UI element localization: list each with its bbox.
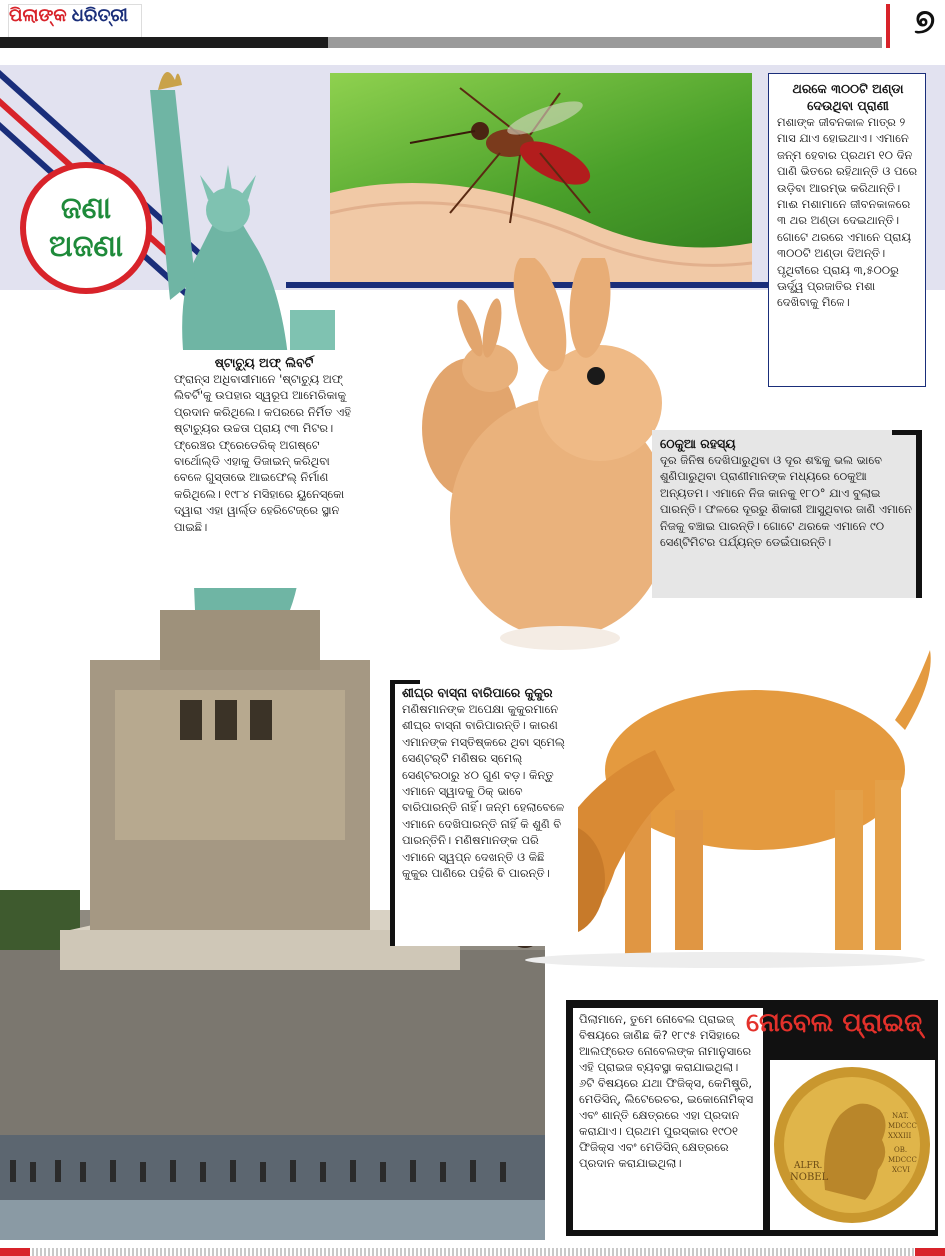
- medal-text-right-5: MDCCC: [888, 1156, 917, 1164]
- medal-text-left-1: ALFR.: [794, 1161, 823, 1171]
- medal-text-right-3: XXXIII: [888, 1132, 912, 1140]
- medal-text-left-2: NOBEL: [790, 1172, 829, 1183]
- rabbits-photo: [410, 258, 690, 653]
- nobel-title: ନୋବେଲ ପ୍ରାଇଜ୍: [746, 1008, 923, 1038]
- header-accent-line: [886, 4, 890, 48]
- medal-text-right-6: XCVI: [892, 1166, 911, 1174]
- dog-box-bracket: [390, 680, 395, 946]
- medal-text-right-4: OB.: [894, 1146, 908, 1154]
- header-bar-grey: [328, 37, 882, 48]
- masthead-logo: [8, 4, 142, 38]
- footer-accent-left: [0, 1248, 30, 1256]
- page-number: ୭: [914, 2, 935, 42]
- rabbit-body: ଦୂର ଜିନିଷ ଦେଖିପାରୁଥିବା ଓ ଦୂର ଶବ୍ଦକୁ ଭଲ ଭାବେ ଶୁଣିପାରୁଥିବା ପ୍ରାଣୀମାନଙ୍କ ମଧ୍ୟରେ ଠେକୁଆ ଅନ୍ୟତମ। ଏମାନେ ନିଜ କାନକୁ ୧୮୦° ଯାଏ ବୁଲାଇ ପାରନ୍ତି। ଫଳରେ ଦୂରରୁ ଶିକାରୀ ଆସୁଥିବାର ଜାଣି ଏମାନେ ନିଜକୁ ବଞ୍ଚାଇ ପାରନ୍ତି। ଗୋଟେ ଥରକେ ଏମାନେ ୯୦ ସେଣ୍ଟିମିଟର ପର୍ଯ୍ୟନ୍ତ ଡେଇଁପାରନ୍ତି।: [660, 453, 912, 550]
- dog-info-box: [390, 680, 578, 946]
- masthead-part1: ପିଲାଙ୍କ: [9, 5, 67, 26]
- dog-box-bracket-top: [390, 680, 420, 684]
- logo-line1: ଜଣା: [60, 191, 112, 226]
- dog-title: ଶୀଘ୍ର ବାସ୍ନା ବାରିପାରେ କୁକୁର: [402, 685, 553, 700]
- footer-bar: [0, 1248, 945, 1256]
- dog-body: ମଣିଷମାନଙ୍କ ଅପେକ୍ଷା କୁକୁରମାନେ ଶୀଘ୍ର ବାସ୍ନା ବାରିପାରନ୍ତି। କାରଣ ଏମାନଙ୍କ ମସ୍ତିଷ୍କରେ ଥିବା ସ୍ମେଲ୍ ସେଣ୍ଟର୍‌ଟି ମଣିଷର ସ୍ମେଲ୍ ସେଣ୍ଟରଠାରୁ ୪୦ ଗୁଣ ବଡ଼। କିନ୍ତୁ ଏମାନେ ସ୍ୱାଦକୁ ଠିକ୍ ଭାବେ ବାରିପାରନ୍ତି ନାହିଁ। ଜନ୍ମ ହେଲାବେଳେ ଏମାନେ ଦେଖିପାରନ୍ତି ନାହିଁ କି ଶୁଣି ବି ପାରନ୍ତିନି। ମଣିଷମାନଙ୍କ ପରି ଏମାନେ ସ୍ୱପ୍ନ ଦେଖନ୍ତି ଓ କିଛି କୁକୁର ପାଣିରେ ପହଁରି ବି ପାରନ୍ତି।: [402, 702, 565, 881]
- footer-accent-right: [915, 1248, 945, 1256]
- masthead-part2: ଧରିତ୍ରୀ: [71, 5, 128, 26]
- mosquito-title-line1: ଥରକେ ୩୦୦ଟି ଅଣ୍ଡା: [792, 81, 904, 96]
- logo-line2: ଅଜଣା: [49, 229, 123, 264]
- statue-title: ଷ୍ଟାଚ୍ୟୁ ଅଫ୍ ଲିବର୍ଟି: [214, 355, 314, 370]
- statue-body: ଫ୍ରାନ୍ସ ଅଧିବାସୀମାନେ 'ଷ୍ଟାଚ୍ୟୁ ଅଫ୍ ଲିବର୍ଟି'କୁ ଉପହାର ସ୍ୱରୂପ ଆମେରିକାକୁ ପ୍ରଦାନ କରିଥିଲେ। କପରରେ ନିର୍ମିତ ଏହି ଷ୍ଟାଚ୍ୟୁର ଉଚ୍ଚତା ପ୍ରାୟ ୯୩ ମିଟର। ଫ୍ରେଞ୍ଚର ଫ୍ରେଡେରିକ୍ ଅଗଷ୍ଟେ ବାର୍ଥୋଲ୍ଡି ଏହାକୁ ଡିଜାଇନ୍ କରିଥିବା ବେଳେ ଗୁସ୍ତାଭେ ଆଇଫେଲ୍ ନିର୍ମାଣ କରିଥିଲେ। ୧୯୮୪ ମସିହାରେ ୟୁନେସ୍କୋ ଦ୍ୱାରା ଏହା ୱାର୍ଲ୍ଡ ହେରିଟେଜ୍‌ରେ ସ୍ଥାନ ପାଇଛି।: [174, 372, 351, 534]
- rabbit-box-bracket: [916, 430, 922, 598]
- rabbit-title: ଠେକୁଆ ରହସ୍ୟ: [660, 436, 736, 451]
- section-logo-circle: [20, 162, 152, 294]
- nobel-body: ପିଲାମାନେ, ତୁମେ ନୋବେଲ ପ୍ରାଇଜ୍ ବିଷୟରେ ଜାଣିଛ କି? ୧୮୯୫ ମସିହାରେ ଆଲଫ୍ରେଡ ନୋବେଲଙ୍କ ନାମାନୁସାରେ ଏହି ପ୍ରାଇଜ ବ୍ୟବସ୍ଥା କରାଯାଇଥିଲା। ୬ଟି ବିଷୟରେ ଯଥା ଫିଜିକ୍ସ, କେମିଷ୍ଟ୍ରି, ମେଡିସିନ୍, ଲିଟେରେଚର, ଇକୋନୋମିକ୍ସ ଏବଂ ଶାନ୍ତି କ୍ଷେତ୍ରରେ ଏହା ପ୍ରଦାନ କରାଯାଏ। ପ୍ରଥମ ପୁରସ୍କାର ୧୯୦୧ ଫିଜିକ୍ସ ଏବଂ ମେଡିସିନ୍ କ୍ଷେତ୍ରରେ ପ୍ରଦାନ କରାଯାଇଥିଲା।: [573, 1008, 763, 1230]
- rabbit-box-bracket-top: [892, 430, 922, 435]
- mosquito-info-box: [768, 73, 926, 387]
- header-bar-dark: [0, 37, 328, 48]
- nobel-medal-photo: [770, 1060, 935, 1230]
- mosquito-body: ମଶାଙ୍କ ଜୀବନକାଳ ମାତ୍ର ୨ ମାସ ଯାଏ ହୋଇଥାଏ। ଏମାନେ ଜନ୍ମ ହେବାର ପ୍ରଥମ ୧୦ ଦିନ ପାଣି ଭିତରେ ରହିଥାନ୍ତି ଓ ପରେ ଉଡ଼ିବା ଆରମ୍ଭ କରିଥାନ୍ତି। ମାଈ ମଶାମାନେ ଜୀବନକାଳରେ ୩ ଥର ଅଣ୍ଡା ଦେଇଥାନ୍ତି। ଗୋଟେ ଥରରେ ଏମାନେ ପ୍ରାୟ ୩୦୦ଟି ଅଣ୍ଡା ଦିଅନ୍ତି। ପୃଥିବୀରେ ପ୍ରାୟ ୩,୫୦୦ରୁ ଊର୍ଦ୍ଧ୍ୱ ପ୍ରଜାତିର ମଶା ଦେଖିବାକୁ ମିଳେ।: [777, 115, 918, 310]
- medal-text-right-1: NAT.: [892, 1112, 909, 1120]
- mosquito-title-line2: ଦେଉଥିବା ପ୍ରାଣୀ: [807, 98, 889, 113]
- rabbit-info-box: [652, 430, 922, 598]
- medal-text-right-2: MDCCC: [888, 1122, 917, 1130]
- statue-info-box: [168, 350, 360, 588]
